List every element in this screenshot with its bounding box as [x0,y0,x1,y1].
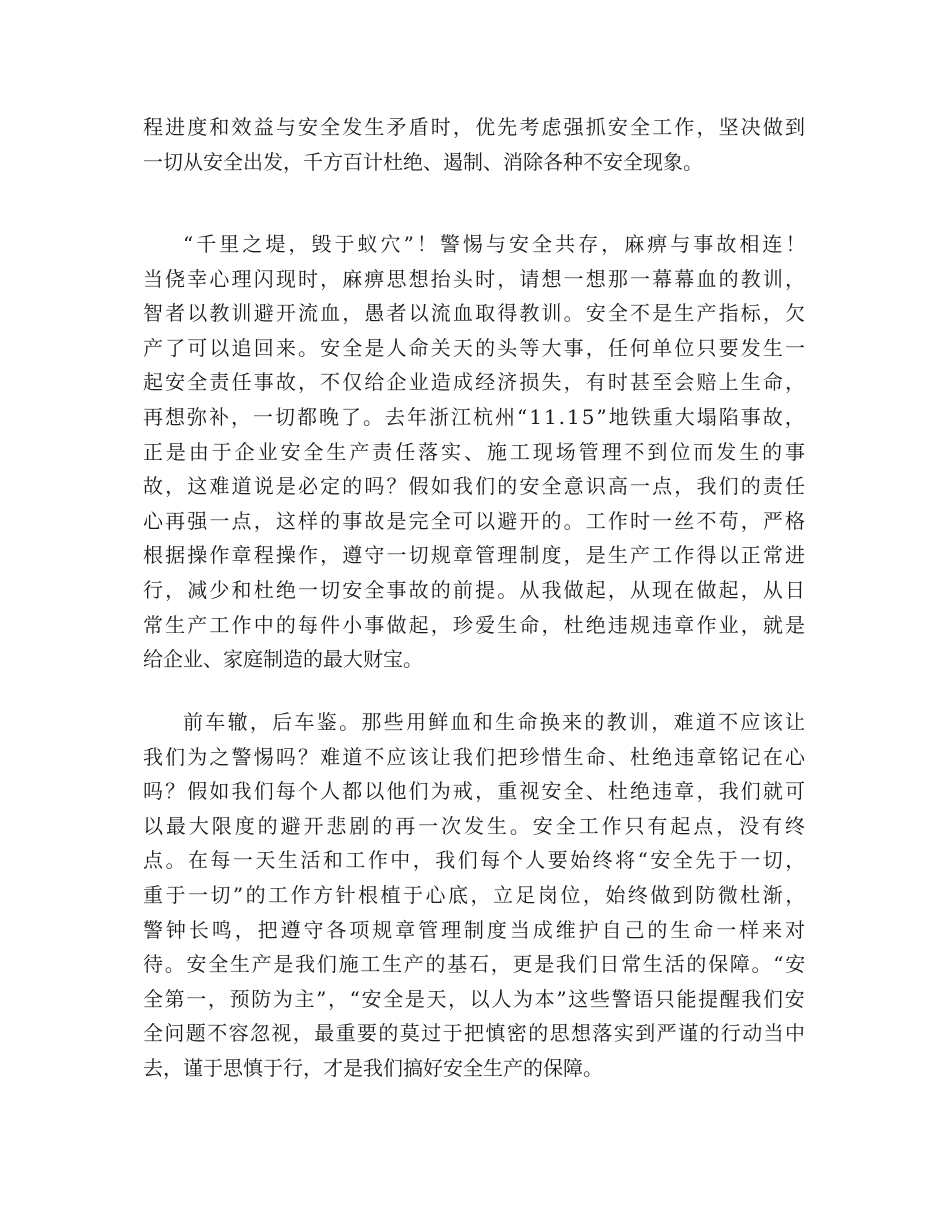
text-line: 点。在每一天生活和工作中，我们每个人要始终将“安全先于一切， [143,848,808,873]
text-line: 待。安全生产是我们施工生产的基石，更是我们日常生活的保障。“安 [143,952,807,977]
text-line: 根据操作章程操作，遵守一切规章管理制度，是生产工作得以正常进 [143,543,808,568]
text-line: 吗？假如我们每个人都以他们为戒，重视安全、杜绝违章，我们就可 [143,779,808,804]
text-line: 以最大限度的避开悲剧的再一次发生。安全工作只有起点，没有终 [143,813,808,838]
text-line: 一切从安全出发，千方百计杜绝、遏制、消除各种不安全现象。 [143,149,703,174]
text-line: 正是由于企业安全生产责任落实、施工现场管理不到位而发生的事 [143,439,808,464]
text-line: 我们为之警惕吗？难道不应该让我们把珍惜生命、杜绝违章铭记在心 [143,744,808,769]
text-line: 再想弥补，一切都晚了。去年浙江杭州“11.15”地铁重大塌陷事故， [143,405,807,429]
text-line: 重于一切”的工作方针根植于心底，立足岗位，始终做到防微杜渐， [143,883,808,907]
text-line: 前车辙，后车鉴。那些用鲜血和生命换来的教训，难道不应该让 [183,710,808,734]
text-line: 起安全责任事故，不仅给企业造成经济损失，有时甚至会赔上生命， [143,370,808,395]
text-line: 全问题不容忽视，最重要的莫过于把慎密的思想落实到严谨的行动当中 [143,1021,807,1046]
text-line: 常生产工作中的每件小事做起，珍爱生命，杜绝违规违章作业，就是 [143,612,808,637]
text-line: “千里之堤，毁于蚁穴”！警惕与安全共存，麻痹与事故相连！ [183,232,809,256]
text-line: 产了可以追回来。安全是人命关天的头等大事，任何单位只要发生一 [143,335,808,360]
text-line: 程进度和效益与安全发生矛盾时，优先考虑强抓安全工作，坚决做到 [143,115,808,139]
text-line: 给企业、家庭制造的最大财宝。 [143,647,423,672]
text-line: 去，谨于思慎于行，才是我们搞好安全生产的保障。 [143,1056,603,1080]
text-line: 当侥幸心理闪现时，麻痹思想抬头时，请想一想那一幕幕血的教训， [143,266,808,291]
text-line: 全第一，预防为主”，“安全是天，以人为本”这些警语只能提醒我们安 [143,986,807,1011]
text-line: 故，这难道说是必定的吗？假如我们的安全意识高一点，我们的责任 [143,474,808,499]
text-line: 警钟长鸣，把遵守各项规章管理制度当成维护自己的生命一样来对 [143,917,808,942]
text-line: 行，减少和杜绝一切安全事故的前提。从我做起，从现在做起，从日 [143,578,808,602]
text-line: 心再强一点，这样的事故是完全可以避开的。工作时一丝不苟，严格 [143,508,808,533]
text-line: 智者以教训避开流血，愚者以流血取得教训。安全不是生产指标，欠 [143,301,808,326]
